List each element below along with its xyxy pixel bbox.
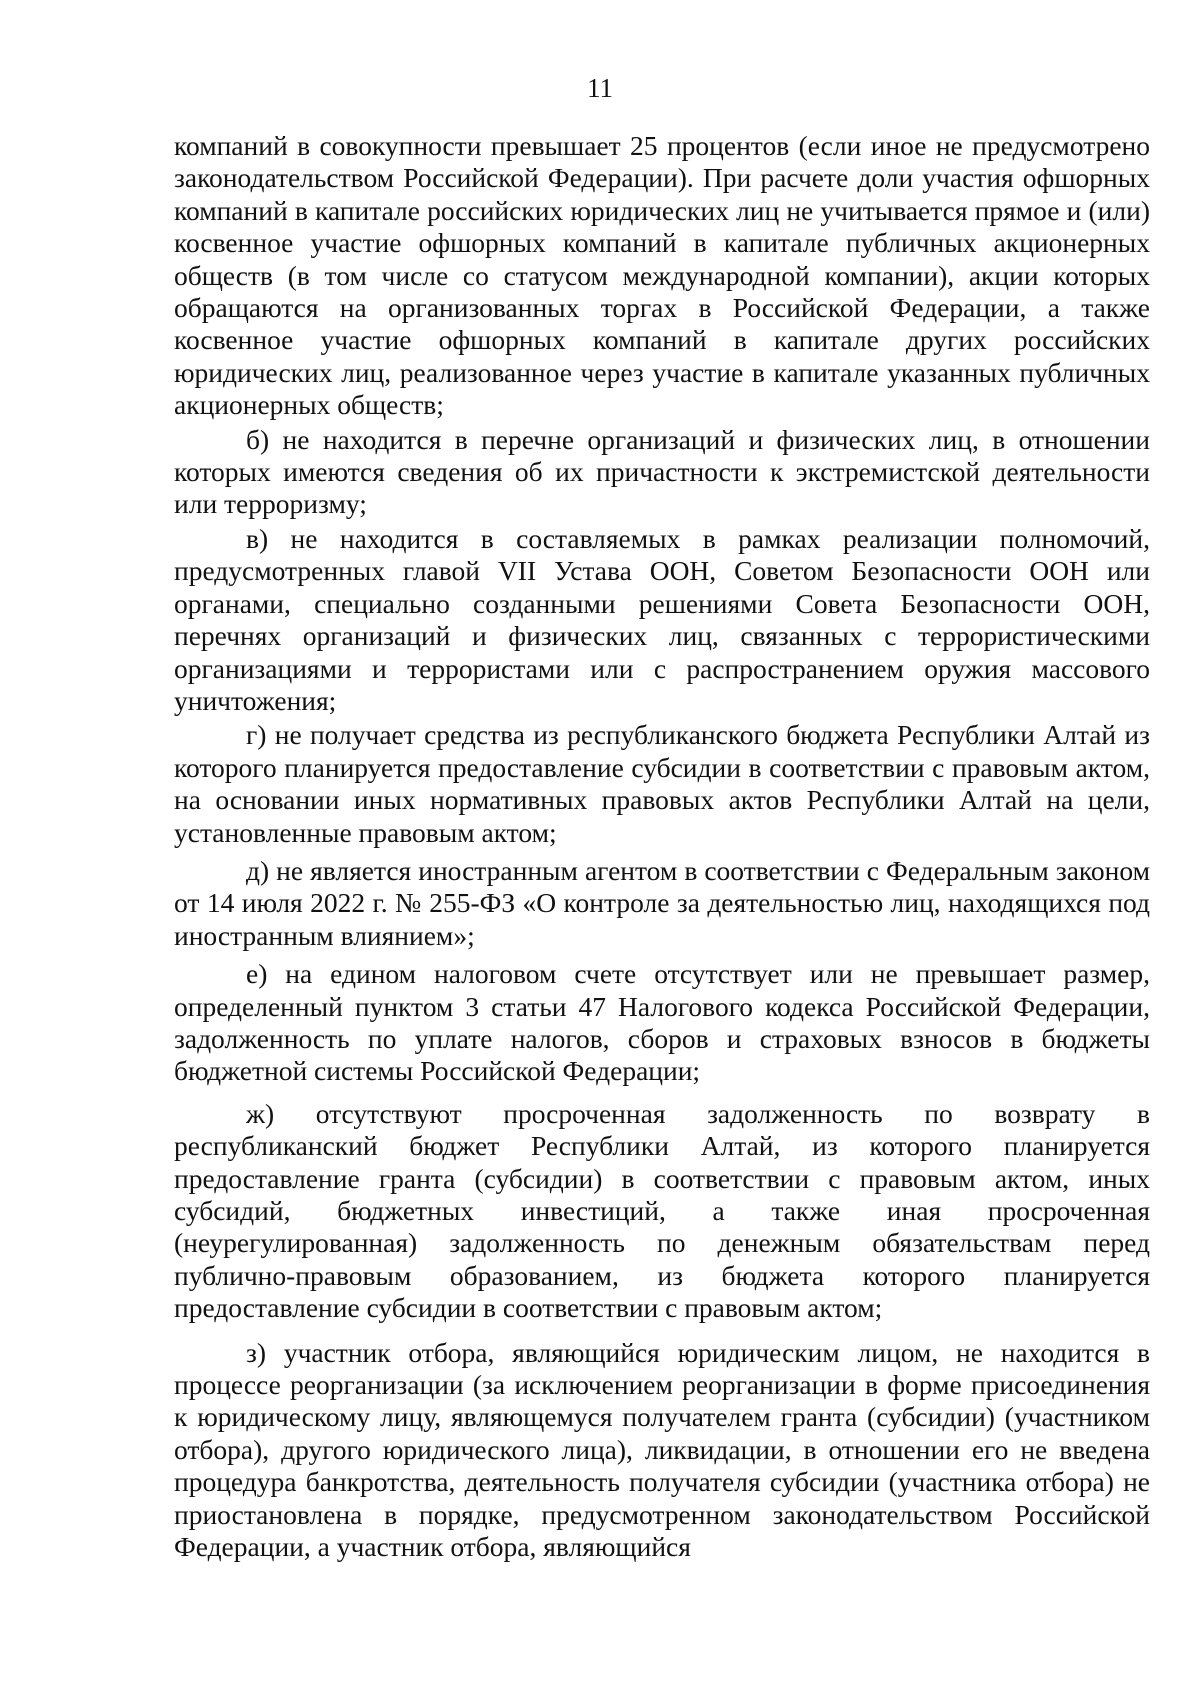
paragraph-z-reorganization: з) участник отбора, являющийся юридическим лицом, не находится в процессе реорганизации (за исключением реорганизации в форме присоединения к юридическому лицу, являющемуся получателем гранта (субсидии) (участником отбора), другого юридического лица), ликвидации, в отношении его не введена процедура банкротства, деятельность получателя субсидии (участника отбора) не приостановлена в порядке, предусмотренном законодательством Российской Федерации, а участник отбора, являющийся <box>174 1336 1150 1563</box>
page-number: 11 <box>587 73 613 103</box>
paragraph-continuation-offshore: компаний в совокупности превышает 25 процентов (если иное не предусмотрено законодательством Российской Федерации). При расчете доли участия офшорных компаний в капитале российских юридических лиц не учитывается прямое и (или) косвенное участие офшорных компаний в капитале публичных акционерных обществ (в том числе со статусом международной компании), акции которых обращаются на организованных торгах в Российской Федерации, а также косвенное участие офшорных компаний в капитале других российских юридических лиц, реализованное через участие в капитале указанных публичных акционерных обществ; <box>174 130 1150 421</box>
paragraph-g-budget-funds: г) не получает средства из республиканского бюджета Республики Алтай из которого планируется предоставление субсидии в соответствии с правовым актом, на основании иных нормативных правовых актов Республики Алтай на цели, установленные правовым актом; <box>174 719 1150 848</box>
paragraph-v-un-lists: в) не находится в составляемых в рамках реализации полномочий, предусмотренных главой VII Устава ООН, Советом Безопасности ООН или органами, специально созданными решениями Совета Безопасности ООН, перечнях организаций и физических лиц, связанных с террористическими организациями и террористами или с распространением оружия массового уничтожения; <box>174 522 1150 716</box>
paragraph-zh-overdue-debt: ж) отсутствуют просроченная задолженность по возврату в республиканский бюджет Республики Алтай, из которого планируется предоставление гранта (субсидии) в соответствии с правовым актом, иных субсидий, бюджетных инвестиций, а также иная просроченная (неурегулированная) задолженность по денежным обязательствам перед публично-правовым образованием, из бюджета которого планируется предоставление субсидии в соответствии с правовым актом; <box>174 1097 1150 1324</box>
paragraph-b-extremism: б) не находится в перечне организаций и физических лиц, в отношении которых имеются сведения об их причастности к экстремистской деятельности или терроризму; <box>174 423 1150 520</box>
document-body <box>174 130 1150 1563</box>
paragraph-d-foreign-agent: д) не является иностранным агентом в соответствии с Федеральным законом от 14 июля 2022 г. № 255-ФЗ «О контроле за деятельностью лиц, находящихся под иностранным влиянием»; <box>174 854 1150 951</box>
paragraph-e-tax-account: е) на едином налоговом счете отсутствует или не превышает размер, определенный пунктом 3 статьи 47 Налогового кодекса Российской Федерации, задолженность по уплате налогов, сборов и страховых взносов в бюджеты бюджетной системы Российской Федерации; <box>174 958 1150 1087</box>
